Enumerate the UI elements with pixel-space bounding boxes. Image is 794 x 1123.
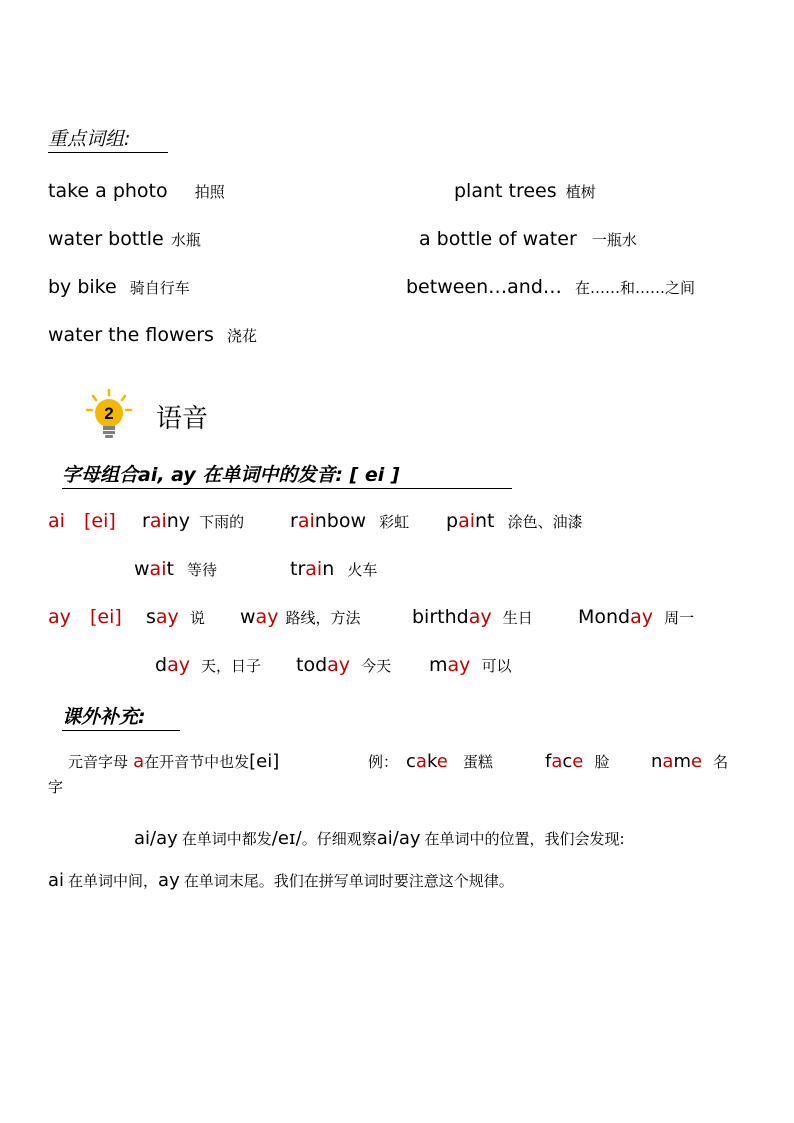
extra-example-label [368,751,398,772]
word-highlight: ay [327,654,351,676]
phrase-en: a bottle of water [419,228,577,250]
text: ai/ay [134,828,178,849]
word-part: tr [290,558,306,580]
text: 在单词中的位置，我们会发现: [424,830,625,848]
text: 元音字母 [68,753,129,771]
text: 。仔细观察 [301,830,377,848]
word-highlight: e [436,751,448,772]
word-part: Mond [578,606,631,628]
word-part: k [426,751,437,772]
rule-label: ai [48,510,65,532]
text: ay [158,870,180,891]
text: [ei] [249,751,280,772]
text: 在单词中都发 [181,830,272,848]
word-item [429,654,512,676]
text: ai/ay [376,828,421,849]
word-part: m [673,751,691,772]
word-highlight: ay [255,606,279,628]
word-item [155,654,261,676]
ay-rule [48,606,122,628]
example-word [406,751,493,772]
phrase-en: between…and… [406,276,562,298]
word-zh: 蛋糕 [462,753,493,771]
word-item [134,558,217,580]
word-zh: 彩虹 [379,513,410,531]
word-item [146,606,205,628]
word-item [142,510,244,532]
word-part: tod [296,654,328,676]
example-word [651,751,728,772]
word-item [290,510,409,532]
word-part: m [429,654,448,676]
word-zh: 可以 [481,657,512,675]
word-highlight: a [415,751,427,772]
word-part: nt [474,510,495,532]
phrase-item [406,276,695,298]
word-item [578,606,694,628]
phrase-zh: 在……和……之间 [575,279,696,297]
word-part: c [406,751,416,772]
phrase-zh: 骑自行车 [129,279,190,297]
word-highlight: ay [155,606,179,628]
phrase-en: plant trees [454,180,557,202]
word-highlight: a [662,751,674,772]
text: /eɪ/ [271,828,302,849]
word-zh: 说 [189,609,205,627]
word-part: w [240,606,256,628]
word-zh: 周一 [664,609,695,627]
rule-ipa: [ei] [84,510,116,532]
word-highlight: ai [458,510,475,532]
word-zh: 今天 [361,657,392,675]
word-part: r [142,510,150,532]
word-highlight: e [691,751,703,772]
word-item [446,510,583,532]
word-zh: 下雨的 [199,513,245,531]
word-highlight: ay [468,606,492,628]
summary-line-2 [48,870,514,891]
phrase-item [419,228,637,250]
phrase-en: water the flowers [48,324,214,346]
word-part: nbow [314,510,367,532]
lightbulb-icon [84,388,134,442]
word-part: d [155,654,168,676]
phrase-item [48,324,257,346]
ai-rule [48,510,116,532]
word-zh: 等待 [187,561,218,579]
summary-line-1 [134,828,625,849]
word-part: c [562,751,573,772]
word-zh: 天，日子 [201,657,262,675]
word-part: t [166,558,174,580]
phrase-zh: 一瓶水 [591,231,637,249]
word-part: n [322,558,335,580]
phrase-item [48,180,225,202]
phrase-zh: 水瓶 [170,231,201,249]
phrase-zh: 拍照 [194,183,225,201]
phrase-item [48,276,190,298]
word-item [296,654,391,676]
rule-label: ay [48,606,71,628]
word-part: r [290,510,298,532]
phrases-heading: 重点词组: [48,124,168,153]
text: ai [48,870,65,891]
word-highlight: a [551,751,563,772]
word-zh: 路线，方法 [285,609,361,627]
word-highlight: ay [167,654,190,676]
word-item [290,558,377,580]
phrase-item [454,180,596,202]
text: 例： [368,753,399,771]
word-highlight: ay [630,606,654,628]
text: a [133,751,145,772]
word-part: s [146,606,156,628]
word-zh: 名 [713,753,729,771]
phrase-en: take a photo [48,180,168,202]
text: 在开音节中也发 [144,753,250,771]
section-title: 语音 [156,404,209,434]
word-zh: 生日 [502,609,533,627]
phrase-en: by bike [48,276,117,298]
rule-ipa: [ei] [89,606,122,628]
word-zh: 火车 [347,561,378,579]
word-zh: 脸 [594,753,610,771]
text: 在单词末尾。我们在拼写单词时要注意这个规律。 [183,872,514,890]
badge-number: 2 [104,404,114,423]
phrase-en: water bottle [48,228,164,250]
word-part: ny [166,510,191,532]
word-highlight: ay [447,654,471,676]
word-highlight: ai [149,558,167,580]
word-item [240,606,361,628]
word-highlight: ai [297,510,315,532]
word-item [412,606,533,628]
extra-line [68,751,279,772]
phrase-zh: 植树 [565,183,596,201]
word-part: n [651,751,663,772]
phrase-zh: 浇花 [227,327,258,345]
word-highlight: ai [305,558,323,580]
phrase-item [48,228,201,250]
extra-heading: 课外补充: [62,702,180,731]
text: 在单词中间， [68,872,159,890]
word-zh: 涂色、油漆 [507,513,583,531]
word-part: w [134,558,150,580]
word-part: birthd [412,606,469,628]
word-part: p [446,510,459,532]
word-highlight: e [572,751,584,772]
phonics-heading: 字母组合ai, ay 在单词中的发音: [ ei ] [62,460,512,489]
wrap-char: 字 [48,778,64,796]
example-word [545,751,609,772]
word-highlight: ai [149,510,167,532]
word-part: f [545,751,552,772]
